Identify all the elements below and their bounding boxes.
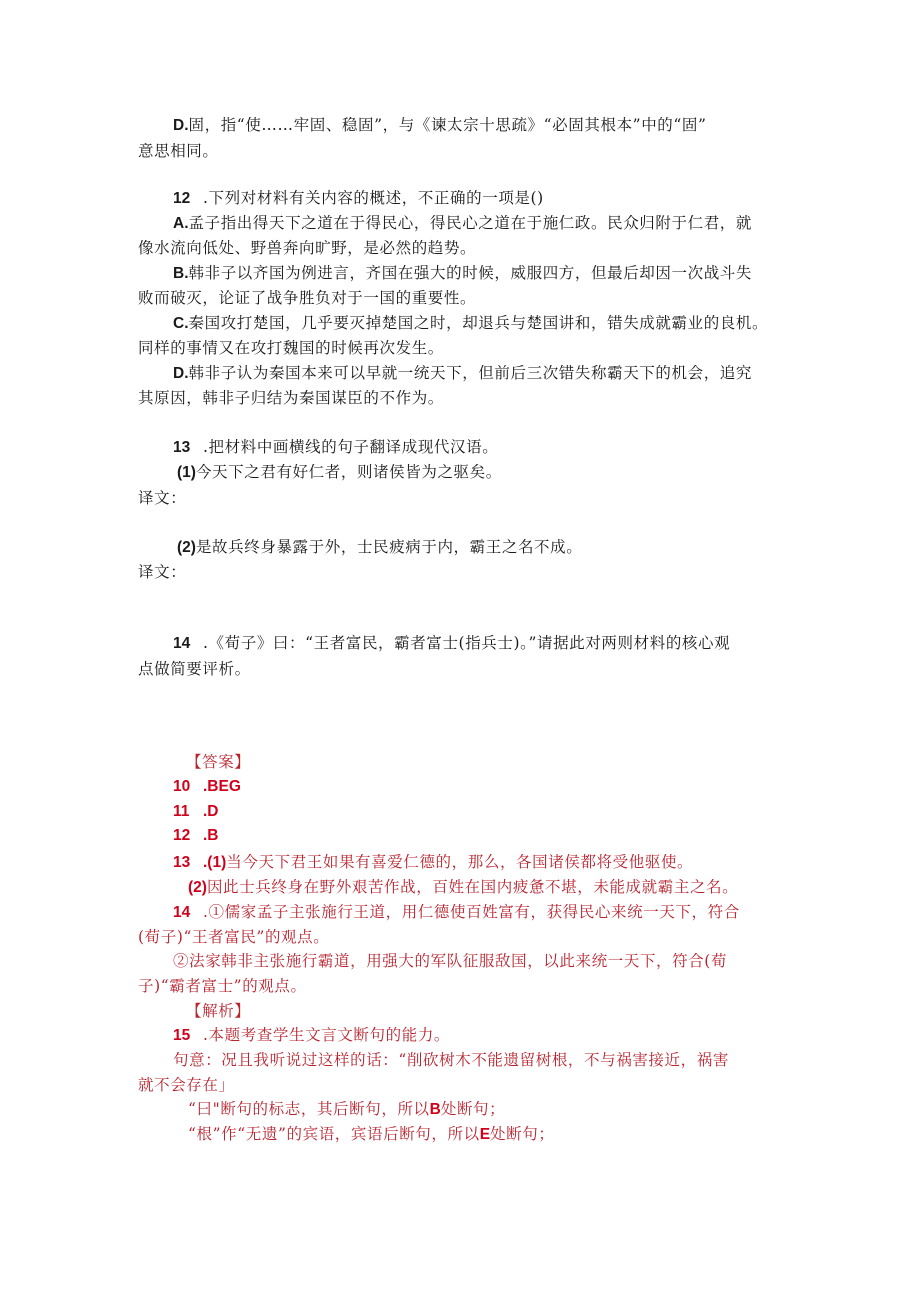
- option-label: D.: [173, 117, 189, 134]
- q11-option-d-line1: D.固，指“使……牢固、稳固”，与《谏太宗十思疏》“必固其根本”中的“固”: [173, 116, 707, 134]
- answer-10: 10 .BEG: [173, 778, 241, 795]
- q12-option-b-line1: B.韩非子以齐国为例进言，齐国在强大的时候，威服四方，但最后却因一次战斗失: [173, 264, 753, 282]
- answer-11: 11 .D: [173, 803, 219, 820]
- analysis-meaning-line2: 就不会存在」: [138, 1076, 235, 1094]
- question-number: 12: [173, 190, 191, 207]
- answer-14-part-1-line2: (荀子)“王者富民”的观点。: [138, 928, 330, 946]
- q12-option-c-line1: C.秦国攻打楚国，几乎要灭掉楚国之时，却退兵与楚国讲和，错失成就霸业的良机。: [173, 314, 769, 332]
- q13-item-1: (1)今天下之君有好仁者，则诸侯皆为之驱矣。: [177, 463, 502, 481]
- answer-14-part-2-line2: 子)“霸者富士”的观点。: [138, 977, 307, 995]
- question-number: 14: [173, 635, 191, 652]
- question-number: 13: [173, 439, 191, 456]
- analysis-point-2: “根”作“无遗”的宾语，宾语后断句，所以E处断句；: [188, 1125, 555, 1143]
- answer-12: 12 .B: [173, 827, 219, 844]
- answer-13-part-2: (2)因此士兵终身在野外艰苦作战，百姓在国内疲惫不堪，未能成就霸主之名。: [188, 878, 739, 896]
- q13-stem: 13 .把材料中画横线的句子翻译成现代汉语。: [173, 438, 499, 456]
- q12-stem: 12 .下列对材料有关内容的概述，不正确的一项是(): [173, 189, 544, 207]
- q11-option-d-line2: 意思相同。: [138, 142, 219, 160]
- analysis-15-intro: 15 .本题考查学生文言文断句的能力。: [173, 1026, 451, 1044]
- q14-line2: 点做简要评析。: [138, 660, 251, 678]
- q12-option-a-line2: 像水流向低处、野兽奔向旷野，是必然的趋势。: [138, 239, 477, 257]
- answers-heading: 【答案】: [186, 753, 251, 771]
- q13-item-2-translation-label: 译文：: [138, 563, 187, 581]
- answer-14-part-1-line1: 14 .①儒家孟子主张施行王道，用仁德使百姓富有，获得民心来统一天下，符合: [173, 903, 740, 921]
- q12-option-d-line1: D.韩非子认为秦国本来可以早就一统天下，但前后三次错失称霸天下的机会，追究: [173, 364, 753, 382]
- analysis-heading: 【解析】: [186, 1002, 251, 1020]
- q12-option-b-line2: 败而破灭，论证了战争胜负对于一国的重要性。: [138, 289, 477, 307]
- analysis-point-1: “曰"断句的标志，其后断句，所以B处断句；: [188, 1100, 506, 1118]
- q12-option-d-line2: 其原因，韩非子归结为秦国谋臣的不作为。: [138, 389, 444, 407]
- answer-13-part-1: 13 .(1)当今天下君王如果有喜爱仁德的，那么，各国诸侯都将受他驱使。: [173, 853, 694, 871]
- q12-option-a-line1: A.孟子指出得天下之道在于得民心，得民心之道在于施仁政。民众归附于仁君，就: [173, 214, 753, 232]
- analysis-meaning-line1: 句意：况且我听说过这样的话：“削砍树木不能遗留树根，不与祸害接近，祸害: [173, 1051, 729, 1069]
- answer-14-part-2-line1: ②法家韩非主张施行霸道，用强大的军队征服敌国，以此来统一天下，符合(荀: [173, 952, 728, 970]
- q13-item-2: (2)是故兵终身暴露于外，士民疲病于内，霸王之名不成。: [177, 538, 583, 556]
- q12-option-c-line2: 同样的事情又在攻打魏国的时候再次发生。: [138, 339, 444, 357]
- q14-line1: 14 .《荀子》曰：“王者富民，霸者富士(指兵士)。”请据此对两则材料的核心观: [173, 634, 731, 652]
- q13-item-1-translation-label: 译文：: [138, 489, 187, 507]
